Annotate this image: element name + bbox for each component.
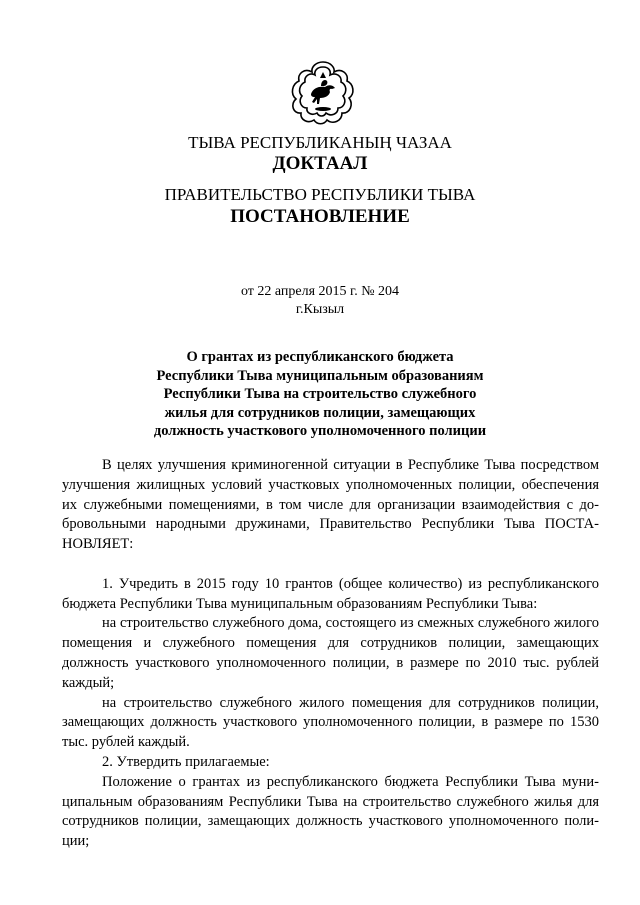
title-line: Республики Тыва муниципальным образованиям xyxy=(156,367,484,384)
tyva-document-type: ДОКТААЛ xyxy=(272,153,368,174)
clause-1-paragraph: 1. Учредить в 2015 году 10 грантов (общее количество) из республиканского бюджета Республики Тыва муниципальным образованиям Республики Тыва: xyxy=(62,575,599,612)
russian-government-title: ПРАВИТЕЛЬСТВО РЕСПУБЛИКИ ТЫВА xyxy=(164,185,476,204)
document-body xyxy=(62,456,599,852)
clause-2-item-a: Положение о грантах из республиканского бюджета Республики Тыва муниципальным образованиям Республики Тыва на строительство служебного жилья для сотрудников полиции, замещающих должность участкового уполномоченного полиции; xyxy=(62,773,599,850)
document-city: г.Кызыл xyxy=(295,302,345,317)
document-title xyxy=(0,348,640,441)
clause-2-paragraph: 2. Утвердить прилагаемые: xyxy=(102,753,270,770)
title-line: Республики Тыва на строительство служебного xyxy=(163,386,477,402)
russian-document-type: ПОСТАНОВЛЕНИЕ xyxy=(230,206,410,227)
document-date-number: от 22 апреля 2015 г. № 204 xyxy=(240,284,400,299)
title-line: должность участкового уполномоченного полиции xyxy=(153,423,487,439)
tyva-government-title: ТЫВА РЕСПУБЛИКАНЫҢ ЧАЗАА xyxy=(188,133,452,152)
title-line: жилья для сотрудников полиции, замещающих xyxy=(164,404,476,421)
clause-1-item-b: на строительство служебного жилого помещения для сотрудников полиции, замещающих должность участкового уполномоченного полиции, в размере по 1530 тыс. рублей каждый. xyxy=(62,694,599,751)
title-line: О грантах из республиканского бюджета xyxy=(186,349,454,365)
clause-1-item-a: на строительство служебного дома, состоящего из смежных служебного жилого помещения и служебного помещения для сотрудников полиции, замещающих должность участкового уполномоченного полиции, в размере по 2010 тыс. рублей каждый; xyxy=(62,615,599,691)
preamble-paragraph: В целях улучшения криминогенной ситуации в Республике Тыва посредством улучшения жилищных условий участковых уполномоченных полиции, обеспечения их служебными помещениями, в том числе для организации взаимодействия с добровольными народными дружинами, Правительство Республики Тыва ПОСТАНОВЛЯЕТ: xyxy=(62,457,599,553)
emblem-icon xyxy=(289,58,357,126)
